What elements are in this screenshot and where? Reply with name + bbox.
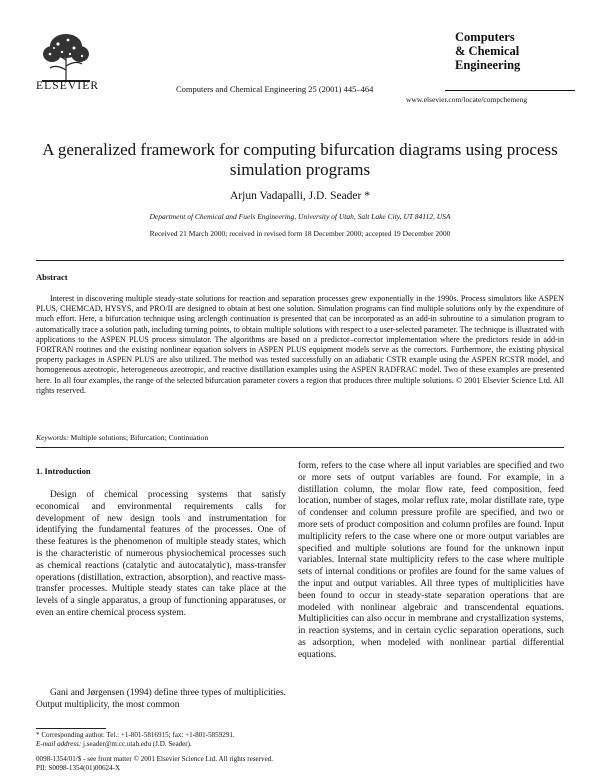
- abstract-top-divider: [36, 260, 564, 261]
- header-divider: [445, 90, 575, 91]
- abstract-heading: Abstract: [36, 272, 68, 282]
- brand-line-2: & Chemical: [455, 44, 520, 58]
- pii-line: PII: S0098-1354(01)00624-X: [36, 764, 121, 773]
- keywords-text: Multiple solutions; Bifurcation; Continuation: [70, 433, 209, 442]
- journal-reference: Computers and Chemical Engineering 25 (2001) 445–464: [176, 84, 374, 94]
- email-address: j.seader@m.cc.utah.edu (J.D. Seader).: [81, 740, 192, 749]
- email-label: E-mail address:: [36, 740, 82, 749]
- footnote-email: [36, 740, 286, 749]
- publisher-name: ELSEVIER: [36, 80, 100, 92]
- journal-website-link[interactable]: www.elsevier.com/locate/compchemeng: [406, 95, 528, 104]
- footnote-contact: * Corresponding author. Tel.: +1-801-5816915; fax: +1-801-5859291.: [36, 731, 235, 739]
- keywords-label: Keywords:: [36, 433, 69, 442]
- abstract-text: Interest in discovering multiple steady-state solutions for reaction and separation processes grew exponentially in the 1990s. Process simulators like ASPEN PLUS, CHEMCAD, HYSYS, and PRO/II are designed to obtain at best one solution. Simulation programs can find multiple solutions only by the expenditure of much effort. Here, a bifurcation technique using arclength continuation is presented that can be incorporated as an add-in subroutine to a simulation program to automatically trace a solution path, including turning points, to obtain multiple solutions with respect to a user-selected parameter. The technique is illustrated with applications to the ASPEN PLUS process simulator. The algorithms are based on a predictor–corrector implementation where the predictors reside in add-in FORTRAN routines and the existing nonlinear equation solvers in ASPEN PLUS equipment models serve as the correctors. Furthermore, the existing physical property packages in ASPEN PLUS are also utilized. The method was tested successfully on an adiabatic CSTR example using the ASPEN RCSTR model, and homogeneous azeotropic, heterogeneous azeotropic, and reactive distillation examples using the ASPEN RADFRAC model. Two of these examples are presented here. In all four examples, the range of the selected bifurcation parameter covers a region that produces three multiple solutions. © 2001 Elsevier Science Ltd. All rights reserved.: [36, 294, 564, 395]
- journal-brand: [455, 30, 575, 72]
- footnote-divider: [36, 728, 106, 729]
- paper-authors: Arjun Vadapalli, J.D. Seader *: [230, 190, 370, 202]
- abstract-bottom-divider: [36, 447, 564, 448]
- front-matter-line: 0098-1354/01/$ - see front matter © 2001 Elsevier Science Ltd. All rights reserved.: [36, 755, 274, 763]
- paper-title: A generalized framework for computing bifurcation diagrams using process simulation programs: [42, 140, 558, 179]
- author-affiliation: Department of Chemical and Fuels Engineering, University of Utah, Salt Lake City, UT 84112, USA: [149, 212, 451, 221]
- intro-paragraph-2: Gani and Jørgensen (1994) define three types of multiplicities. Output multiplicity, the most common: [36, 688, 286, 710]
- intro-paragraph-1: Design of chemical processing systems that satisfy economical and environmental requirements calls for development of new design tools and instrumentation for identifying the fundamental features of the processes. One of these features is the phenomenon of multiple steady states, which is the characteristic of numerous physiochemical processes such as chemical reactions (catalytic and autocatalytic), mass-transfer operations (distillation, extraction, absorption), and reactive mass-transfer processes. Multiple steady states can take place at the levels of a single apparatus, a group of functioning apparatuses, or even an entire chemical process system.: [36, 490, 286, 618]
- section-heading-introduction: 1. Introduction: [36, 466, 91, 476]
- elsevier-tree-logo-icon: [38, 30, 94, 86]
- keywords: [36, 433, 208, 442]
- corresponding-author-footnote: [36, 731, 286, 750]
- copyright-meta: [36, 755, 273, 774]
- intro-right-column-text: form, refers to the case where all input variables are specified and two or more sets of output variables are found. For example, in a distillation column, the molar flow rate, feed composition, feed location, number of stages, molar reflux rate, molar distillate rate, type of condenser and column pressure profile are specified, and two or more sets of product composition and column profiles are found. Input multiplicity refers to the case where one or more output variables are specified and multiple solutions are found for the unknown input variables. Internal state multiplicity refers to the case where multiple sets of internal conditions or profiles are found for the same values of the input and output variables. All three types of multiplicities have been found to occur in steady-state separation operations that are modeled with nonlinear algebraic and transcendental equations. Multiplicities can also occur in membrane and crystallization systems, in reaction systems, and in certain cyclic separation operations, such as adsorption, when modeled with nonlinear partial differential equations.: [298, 461, 564, 660]
- received-dates: Received 21 March 2000; received in revised form 18 December 2000; accepted 19 December 2000: [149, 229, 451, 238]
- brand-line-3: Engineering: [455, 58, 521, 72]
- brand-line-1: Computers: [455, 30, 515, 44]
